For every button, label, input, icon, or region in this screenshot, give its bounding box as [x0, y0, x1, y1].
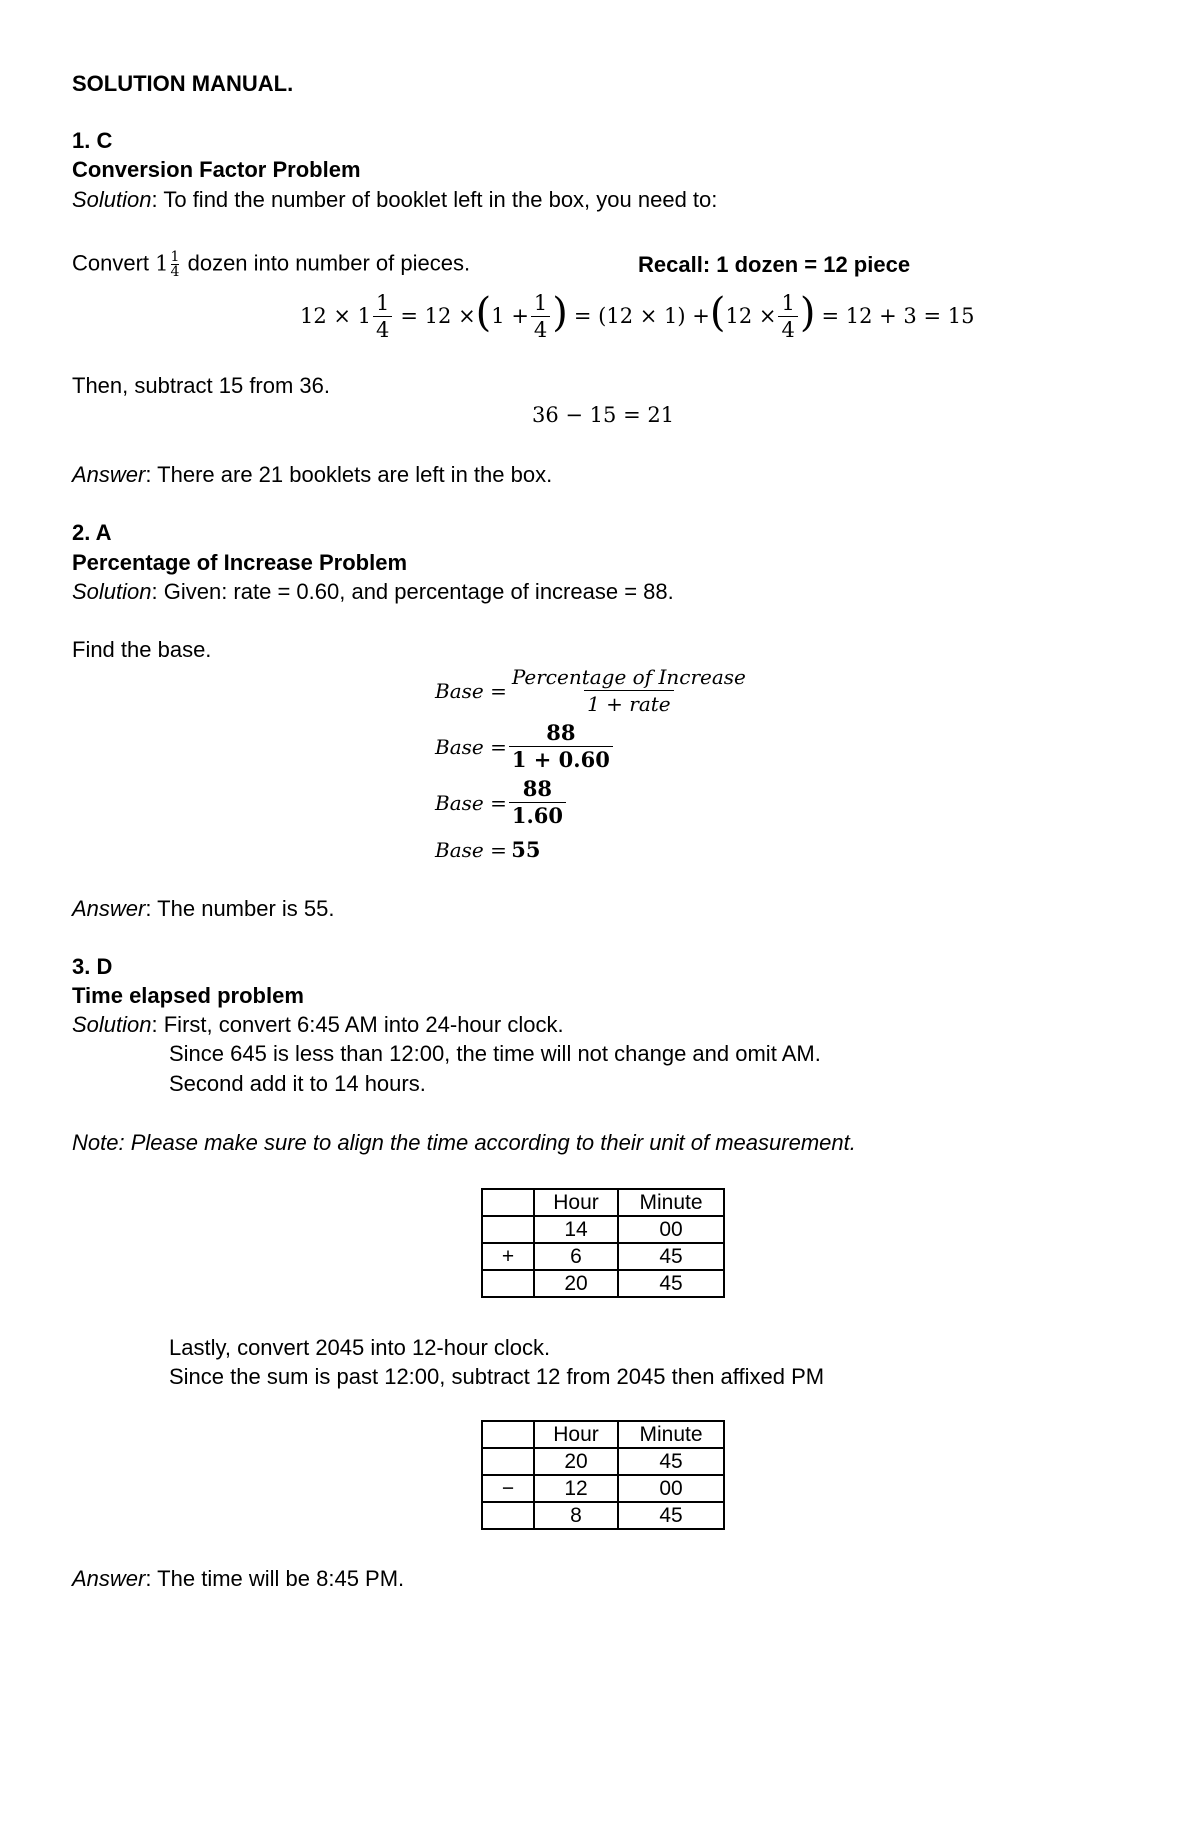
q3-solution-label: Solution	[72, 1012, 152, 1037]
q2-formula-2-den: 1 + 0.60	[509, 746, 613, 773]
q3-since-sum: Since the sum is past 12:00, subtract 12 from 2045 then affixed PM	[169, 1364, 825, 1389]
q1-eq-frac-1-den: 4	[373, 316, 392, 343]
table-cell	[482, 1189, 534, 1216]
table-cell: 00	[618, 1216, 724, 1243]
q2-formula-1-fraction	[509, 664, 749, 717]
q1-eq-frac-1-num: 1	[376, 290, 390, 315]
q1-eq-frac-2	[531, 290, 550, 343]
table-cell: −	[482, 1475, 534, 1502]
q3-line-3: Second add it to 14 hours.	[169, 1071, 426, 1096]
q1-eq-paren-open-2: (	[709, 290, 726, 336]
q1-mixed-num: 1	[170, 249, 180, 265]
time-subtraction-table	[481, 1420, 725, 1530]
time-addition-table	[481, 1188, 725, 1298]
q1-convert-line	[72, 250, 470, 279]
q2-formula-1	[435, 664, 751, 717]
table-cell: 20	[534, 1448, 618, 1475]
table-cell: 8	[534, 1502, 618, 1529]
q2-formula-1-num: Percentage of Increase	[511, 665, 746, 689]
q3-note: Note: Please make sure to align the time according to their unit of measurement.	[72, 1130, 856, 1155]
q3-answer-label: Answer	[72, 1566, 146, 1591]
q2-result-value: 55	[511, 837, 541, 862]
table-row	[482, 1475, 724, 1502]
q1-answer-label: Answer	[72, 462, 146, 487]
table-cell	[482, 1270, 534, 1297]
q2-answer-label: Answer	[72, 896, 146, 921]
q1-eq-part-f: = 12 + 3 = 15	[821, 304, 975, 328]
q1-recall: Recall: 1 dozen = 12 piece	[638, 252, 911, 277]
q3-answer-line	[72, 1566, 404, 1592]
q1-answer-text: : There are 21 booklets are left in the box.	[145, 462, 553, 487]
q1-eq-part-e: 12 ×	[725, 304, 777, 328]
q1-eq-part-d: = (12 × 1) +	[573, 304, 710, 328]
table-cell: Minute	[618, 1421, 724, 1448]
table-cell: 00	[618, 1475, 724, 1502]
q2-formula-1-den: 1 + rate	[584, 690, 674, 717]
q2-solution-line	[72, 579, 674, 605]
q1-subtraction-equation: 36 − 15 = 21	[532, 403, 675, 427]
q2-answer-text: : The number is 55.	[145, 896, 335, 921]
q2-find-text: Find the base.	[72, 637, 212, 662]
table-cell: Minute	[618, 1189, 724, 1216]
q3-solution-text: : First, convert 6:45 AM into 24-hour clock.	[151, 1012, 564, 1037]
q2-formula-2-num: 88	[546, 720, 576, 745]
q1-eq-frac-1	[373, 290, 392, 343]
q3-number: 3. D	[72, 954, 113, 979]
q3-line-2: Since 645 is less than 12:00, the time will not change and omit AM.	[169, 1041, 821, 1066]
table-cell	[482, 1502, 534, 1529]
table-cell	[482, 1216, 534, 1243]
q1-eq-paren-close-2: )	[799, 290, 816, 336]
q2-solution-text: : Given: rate = 0.60, and percentage of increase = 88.	[151, 579, 674, 604]
q2-formula-1-lhs: Base =	[435, 678, 507, 703]
table-row	[482, 1502, 724, 1529]
q2-answer-line	[72, 896, 335, 922]
q2-result	[435, 837, 541, 862]
table-cell: Hour	[534, 1189, 618, 1216]
q2-formula-3-den: 1.60	[509, 802, 566, 829]
q1-convert-post: dozen into number of pieces.	[187, 250, 471, 276]
q3-heading: Time elapsed problem	[72, 983, 304, 1008]
table-cell: 45	[618, 1243, 724, 1270]
q1-eq-paren-open: (	[475, 290, 492, 336]
table-cell: 6	[534, 1243, 618, 1270]
q1-eq-part-c: 1 +	[491, 304, 529, 328]
table-cell: 12	[534, 1475, 618, 1502]
table-row	[482, 1216, 724, 1243]
table-cell: 45	[618, 1502, 724, 1529]
q2-result-lhs: Base =	[435, 838, 507, 862]
q2-formula-2	[435, 720, 615, 773]
q2-formula-3-num: 88	[522, 776, 553, 801]
q2-number: 2. A	[72, 520, 112, 545]
table-row	[482, 1448, 724, 1475]
q1-solution-label: Solution	[72, 187, 152, 212]
table-row	[482, 1270, 724, 1297]
page-title: SOLUTION MANUAL.	[72, 71, 294, 96]
q1-convert-pre: Convert	[72, 250, 150, 276]
table-cell: 45	[618, 1270, 724, 1297]
q1-solution-text: : To find the number of booklet left in the box, you need to:	[151, 187, 718, 212]
q1-equation	[300, 290, 974, 342]
q1-eq-frac-3-den: 4	[778, 316, 797, 343]
q1-eq-frac-2-den: 4	[531, 316, 550, 343]
table-row	[482, 1421, 724, 1448]
q1-solution-line	[72, 187, 717, 213]
q2-formula-3-fraction	[509, 776, 566, 829]
q2-formula-2-fraction	[509, 720, 613, 773]
q1-then-text: Then, subtract 15 from 36.	[72, 373, 331, 398]
q1-eq-part-b: = 12 ×	[400, 304, 476, 328]
q1-answer-line	[72, 462, 552, 488]
q2-formula-2-lhs: Base =	[435, 734, 507, 759]
q1-eq-frac-3-num: 1	[781, 290, 795, 315]
q2-solution-label: Solution	[72, 579, 152, 604]
table-cell	[482, 1448, 534, 1475]
q2-formula-3-lhs: Base =	[435, 790, 507, 815]
q1-eq-part-a: 12 × 1	[300, 304, 372, 328]
q1-number: 1. C	[72, 128, 113, 153]
table-cell	[482, 1421, 534, 1448]
q3-lastly: Lastly, convert 2045 into 12-hour clock.	[169, 1335, 551, 1360]
table-row	[482, 1243, 724, 1270]
q1-mixed-fraction	[171, 250, 180, 279]
q2-formula-3	[435, 776, 568, 829]
q1-eq-frac-2-num: 1	[533, 290, 548, 315]
table-cell: +	[482, 1243, 534, 1270]
table-row	[482, 1189, 724, 1216]
table-cell: 20	[534, 1270, 618, 1297]
table-cell: Hour	[534, 1421, 618, 1448]
table-cell: 14	[534, 1216, 618, 1243]
q1-mixed-den: 4	[170, 264, 180, 280]
q2-heading: Percentage of Increase Problem	[72, 550, 408, 575]
q3-answer-text: : The time will be 8:45 PM.	[145, 1566, 405, 1591]
q3-solution-line	[72, 1012, 564, 1038]
q1-heading: Conversion Factor Problem	[72, 157, 361, 182]
table-cell: 45	[618, 1448, 724, 1475]
q1-mixed-whole: 1	[155, 251, 169, 276]
q1-eq-paren-close: )	[552, 290, 568, 336]
q1-eq-frac-3	[778, 290, 797, 343]
